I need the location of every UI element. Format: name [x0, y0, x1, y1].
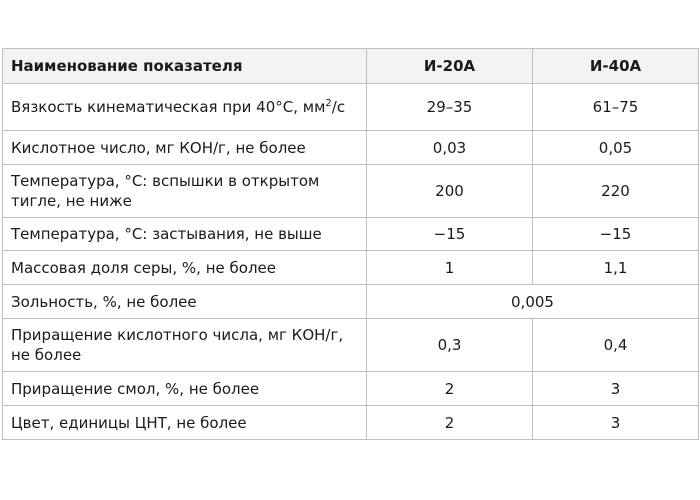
table-row — [3, 131, 699, 165]
table-row — [3, 372, 699, 406]
cell-i40a: 0,4 — [533, 319, 699, 372]
cell-merged-value: 0,005 — [367, 285, 699, 319]
table-row — [3, 319, 699, 372]
row-name: Массовая доля серы, %, не более — [3, 251, 367, 285]
row-name-tail: /с — [331, 98, 346, 116]
row-name: Температура, °С: вспышки в открытом тигле, не ниже — [3, 165, 367, 218]
header-parameter-name: Наименование показателя — [3, 49, 367, 84]
row-name-main: Вязкость кинематическая при 40°С, мм — [11, 98, 326, 116]
header-i40a: И-40А — [533, 49, 699, 84]
cell-i40a: 0,05 — [533, 131, 699, 165]
cell-i40a: 3 — [533, 372, 699, 406]
row-name: Кислотное число, мг КОН/г, не более — [3, 131, 367, 165]
table-header-row — [3, 49, 699, 84]
table-row — [3, 285, 699, 319]
cell-i20a: 2 — [367, 406, 533, 440]
row-name: Зольность, %, не более — [3, 285, 367, 319]
table-row — [3, 84, 699, 131]
oil-specification-table — [2, 48, 699, 440]
cell-i20a: 29–35 — [367, 84, 533, 131]
cell-i20a: 0,03 — [367, 131, 533, 165]
table-row — [3, 406, 699, 440]
cell-i20a: −15 — [367, 218, 533, 251]
row-name: Приращение кислотного числа, мг КОН/г, не более — [3, 319, 367, 372]
cell-i40a: 3 — [533, 406, 699, 440]
cell-i40a: 1,1 — [533, 251, 699, 285]
table-row — [3, 218, 699, 251]
row-name: Температура, °С: застывания, не выше — [3, 218, 367, 251]
cell-i20a: 2 — [367, 372, 533, 406]
cell-i20a: 0,3 — [367, 319, 533, 372]
table-row — [3, 165, 699, 218]
cell-i40a: 220 — [533, 165, 699, 218]
cell-i40a: 61–75 — [533, 84, 699, 131]
header-i20a: И-20А — [367, 49, 533, 84]
cell-i20a: 200 — [367, 165, 533, 218]
row-name-superscript: 2 — [325, 98, 332, 109]
row-name: Приращение смол, %, не более — [3, 372, 367, 406]
cell-i20a: 1 — [367, 251, 533, 285]
table-row — [3, 251, 699, 285]
cell-i40a: −15 — [533, 218, 699, 251]
row-name — [3, 84, 367, 131]
row-name: Цвет, единицы ЦНТ, не более — [3, 406, 367, 440]
